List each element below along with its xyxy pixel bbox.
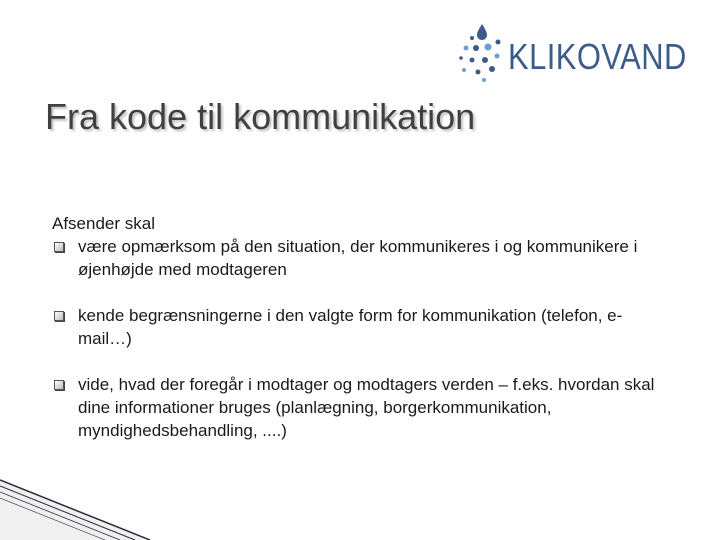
- water-drops-icon: [452, 22, 508, 84]
- checkbox-bullet-icon: [54, 242, 64, 252]
- corner-decoration: [0, 450, 150, 540]
- slide-title: Fra kode til kommunikation: [45, 96, 476, 137]
- intro-text: Afsender skal: [52, 214, 155, 233]
- slide-content: [52, 212, 672, 442]
- checkbox-bullet-icon: [54, 311, 64, 321]
- logo-wordmark: KLIKOVAND: [508, 36, 687, 77]
- bullet-text: kende begrænsningerne i den valgte form for kommunikation (telefon, e-mail…): [78, 306, 623, 348]
- list-item: [52, 304, 672, 350]
- bullet-text: være opmærksom på den situation, der kommunikeres i og kommunikere i øjenhøjde med modtageren: [78, 237, 638, 279]
- klikovand-logo: [452, 22, 692, 84]
- list-item: [52, 235, 672, 281]
- checkbox-bullet-icon: [54, 380, 64, 390]
- bullet-text: vide, hvad der foregår i modtager og modtagers verden – f.eks. hvordan skal dine informationer bruges (planlægning, borgerkommunikation, myndighedsbehandling, ....): [78, 375, 655, 440]
- bullet-list: [52, 235, 672, 442]
- list-item: [52, 373, 672, 442]
